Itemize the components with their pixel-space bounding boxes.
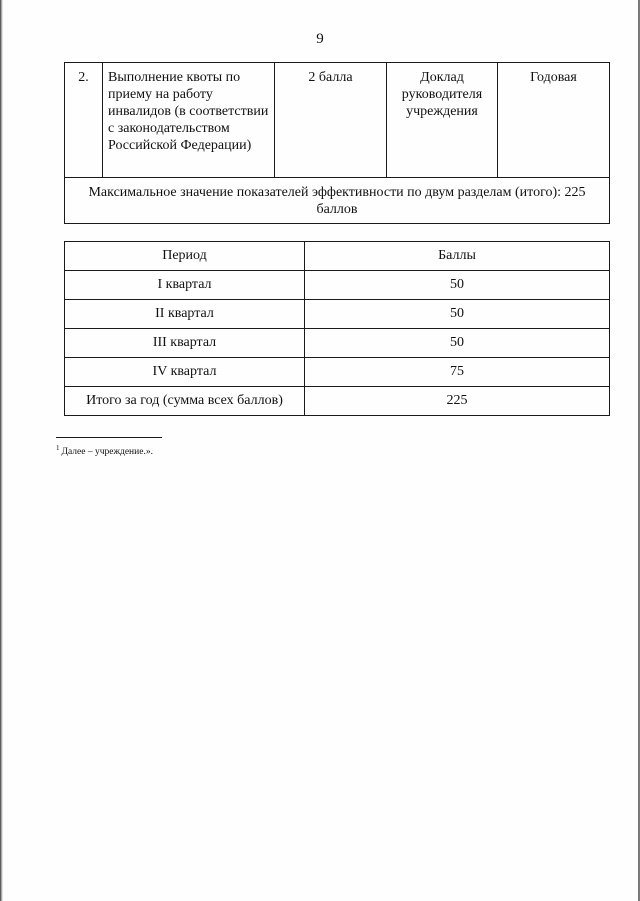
footnote-marker: 1 <box>56 444 60 452</box>
indicator-row <box>65 63 610 178</box>
summary-row <box>65 178 610 224</box>
period-table-header <box>65 242 610 271</box>
table-row <box>65 387 610 416</box>
indicator-source: Доклад руководителя учреждения <box>387 63 498 178</box>
points-cell: 50 <box>305 271 610 300</box>
points-cell: 225 <box>305 387 610 416</box>
footnote-text: Далее – учреждение.». <box>61 447 153 458</box>
period-cell: IV квартал <box>65 358 305 387</box>
period-cell: I квартал <box>65 271 305 300</box>
period-cell: III квартал <box>65 329 305 358</box>
indicator-periodicity: Годовая <box>498 63 610 178</box>
indicator-points: 2 балла <box>275 63 387 178</box>
points-cell: 50 <box>305 300 610 329</box>
footnote-divider <box>56 437 162 438</box>
points-cell: 75 <box>305 358 610 387</box>
header-points: Баллы <box>305 242 610 271</box>
summary-text: Максимальное значение показателей эффективности по двум разделам (итого): 225 баллов <box>65 178 610 224</box>
period-cell: Итого за год (сумма всех баллов) <box>65 387 305 416</box>
indicator-table <box>64 62 610 224</box>
scan-edge-left <box>0 0 3 901</box>
page-number: 9 <box>316 31 324 47</box>
period-cell: II квартал <box>65 300 305 329</box>
table-row <box>65 329 610 358</box>
footnote <box>56 444 153 457</box>
points-cell: 50 <box>305 329 610 358</box>
table-row <box>65 358 610 387</box>
table-row <box>65 300 610 329</box>
table-row <box>65 271 610 300</box>
period-table <box>64 241 610 416</box>
header-period: Период <box>65 242 305 271</box>
indicator-description: Выполнение квоты по приему на работу инвалидов (в соответствии с законодательством Российской Федерации) <box>103 63 275 178</box>
indicator-number: 2. <box>65 63 103 178</box>
